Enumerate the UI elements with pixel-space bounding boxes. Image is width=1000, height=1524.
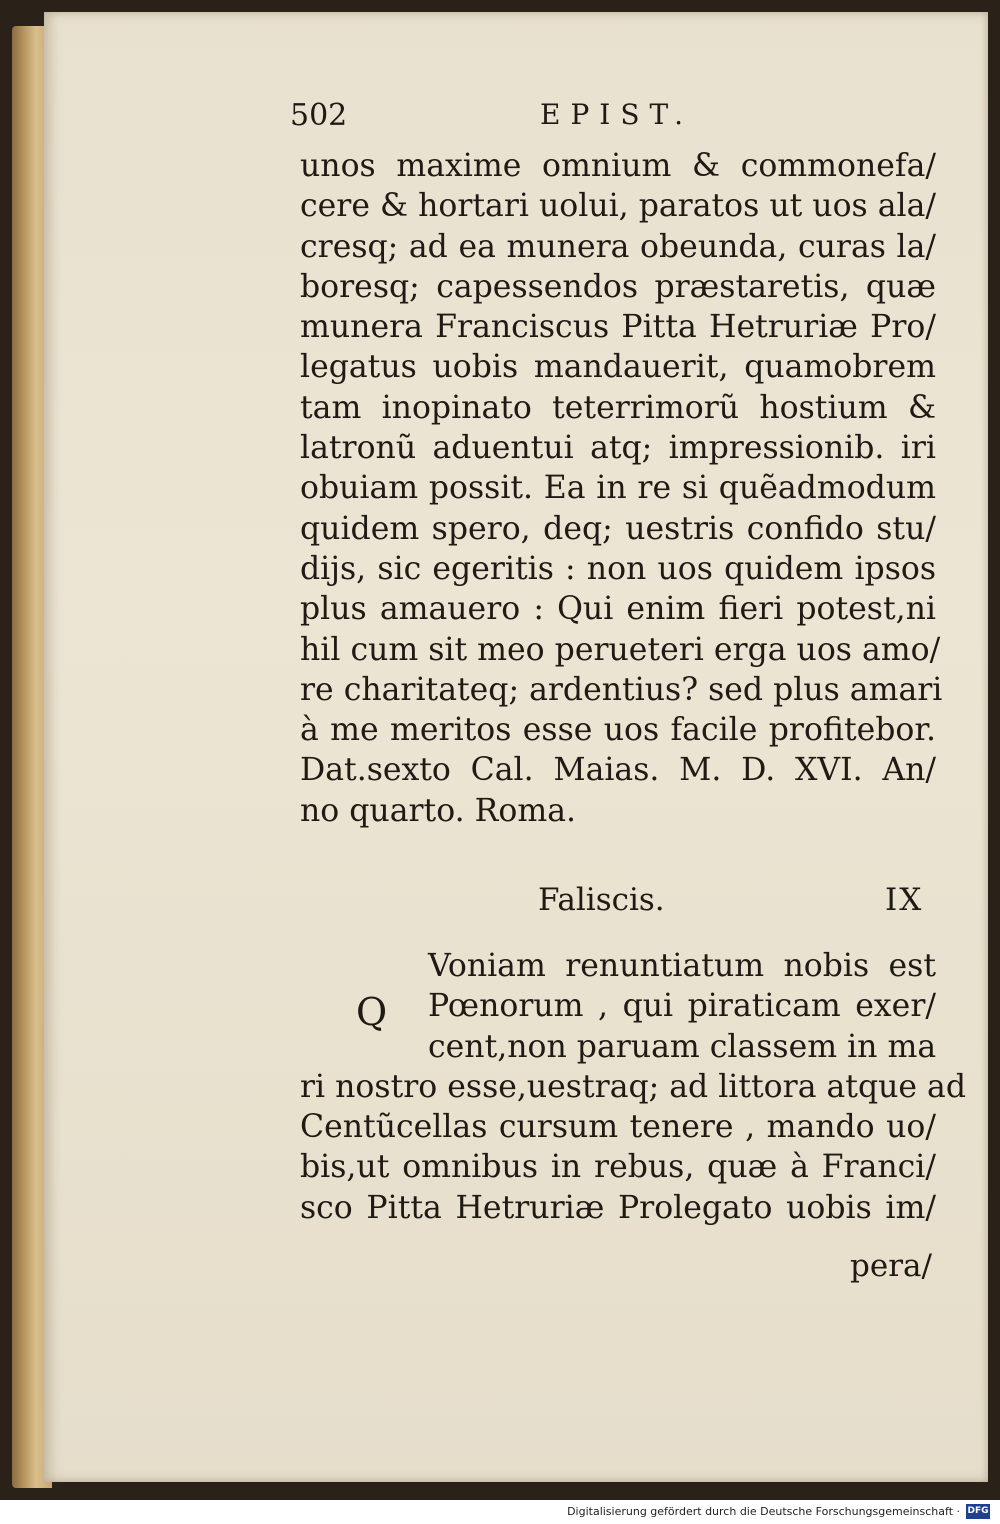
letter-heading: Faliscis. <box>538 882 665 918</box>
text-line: latronũ aduentui atq; impressionib. iri <box>300 430 936 467</box>
text-line: hil cum sit meo perueteri erga uos amo/ <box>300 631 941 668</box>
text-line: re charitateq; ardentius? sed plus amari <box>300 671 943 708</box>
next-letter-text <box>300 946 966 1228</box>
text-line: plus amauero : Qui enim fieri potest,ni <box>300 591 936 628</box>
text-line: no quarto. Roma. <box>300 792 576 829</box>
text-line: unos maxime omnium & commonefa/ <box>300 148 936 184</box>
text-line: Centũcellas cursum tenere , mando uo/ <box>300 1109 936 1146</box>
text-line: tam inopinato teterrimorũ hostium & <box>300 389 936 426</box>
text-line: Dat.sexto Cal. Maias. M. D. XVI. An/ <box>300 752 936 789</box>
catchword: pera/ <box>850 1248 932 1284</box>
text-line: sco Pitta Hetruriæ Prolegato uobis im/ <box>300 1189 936 1226</box>
text-line: legatus uobis mandauerit, quamobrem <box>300 349 936 386</box>
text-line: à me meritos esse uos facile profitebor. <box>300 712 936 749</box>
funding-credit: Digitalisierung gefördert durch die Deutsche Forschungsgemeinschaft · <box>567 1505 960 1518</box>
text-line: ri nostro esse,uestraq; ad littora atque ad <box>300 1068 966 1105</box>
text-line: bis,ut omnibus in rebus, quæ à Franci/ <box>300 1149 936 1186</box>
text-line: cresq; ad ea munera obeunda, curas la/ <box>300 228 936 265</box>
text-line: obuiam possit. Ea in re si quẽadmodum <box>300 470 936 507</box>
footer-bar <box>0 1500 1000 1524</box>
initial-letter: Q <box>356 990 388 1034</box>
text-line: Pœnorum , qui piraticam exer/ <box>428 988 936 1025</box>
text-line: boresq; capessendos præstaretis, quæ <box>300 268 936 305</box>
text-line: cent,non paruam classem in ma <box>428 1028 937 1065</box>
dfg-logo-icon: DFG <box>966 1504 990 1519</box>
text-line: diјs, sic egeritis : non uos quidem ipsos <box>300 550 936 587</box>
text-line: Voniam renuntiatum nobis est <box>428 948 936 984</box>
letter-end-text <box>300 146 943 831</box>
running-head: EPIST. <box>540 98 693 131</box>
text-line: quidem spero, deq; uestris confido stu/ <box>300 510 936 547</box>
text-line: munera Franciscus Pitta Hetruriæ Pro/ <box>300 309 936 346</box>
text-line: cere & hortari uolui, paratos ut uos ala/ <box>300 188 936 225</box>
letter-number: IX <box>885 882 924 918</box>
page-number: 502 <box>290 98 348 133</box>
